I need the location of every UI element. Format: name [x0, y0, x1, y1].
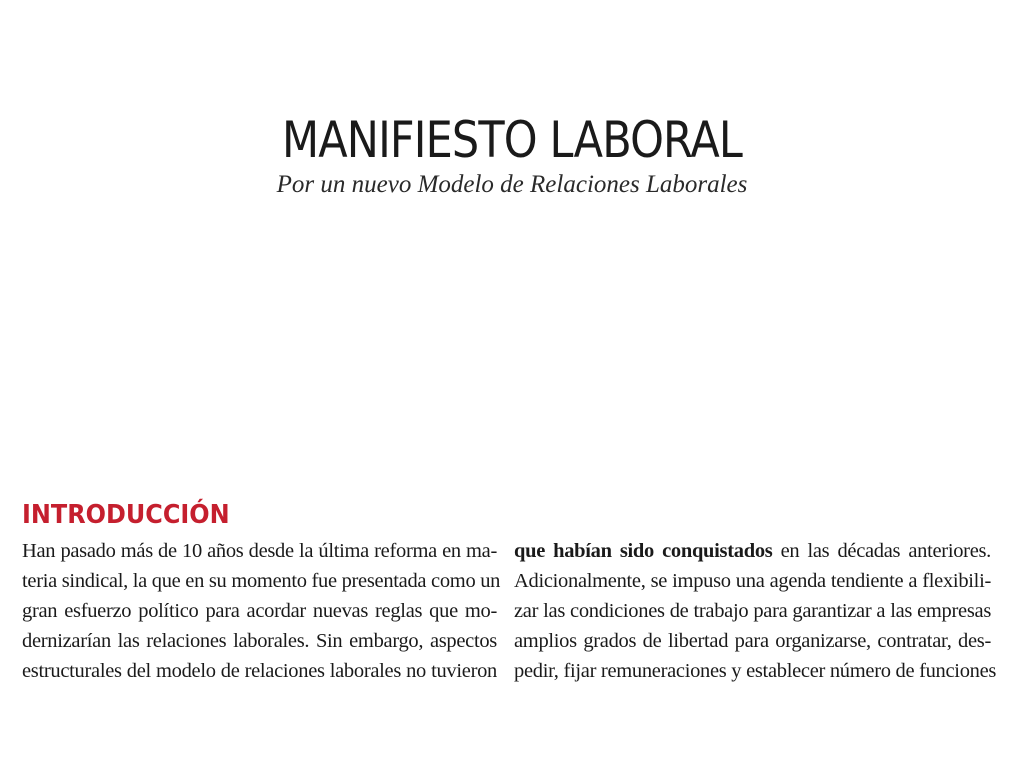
text-line: zar las condiciones de trabajo para garantizar a las empresas [514, 600, 991, 622]
text-line: estructurales del modelo de relaciones laborales no tuvieron [22, 660, 497, 682]
text-line: Han pasado más de 10 años desde la última reforma en ma- [22, 540, 497, 562]
text-line: pedir, fijar remuneraciones y establecer número de funciones [514, 660, 997, 682]
text-line [514, 536, 991, 566]
right-text-column [514, 536, 997, 686]
text-line: dernizarían las relaciones laborales. Sin embargo, aspectos [22, 630, 497, 652]
section-heading: INTRODUCCIÓN [22, 500, 230, 530]
left-text-column [22, 536, 501, 686]
text-line: gran esfuerzo político para acordar nuevas reglas que mo- [22, 600, 497, 622]
text-line: Adicionalmente, se impuso una agenda tendiente a flexibili- [514, 570, 991, 592]
text-fragment: en las décadas anteriores. [772, 540, 992, 562]
bold-phrase: que habían sido conquistados [514, 540, 773, 562]
document-subtitle: Por un nuevo Modelo de Relaciones Laborales [276, 171, 748, 198]
text-line: teria sindical, la que en su momento fue presentada como un [22, 570, 501, 592]
text-line: amplios grados de libertad para organizarse, contratar, des- [514, 630, 991, 652]
document-header [0, 108, 1024, 200]
document-title: MANIFIESTO LABORAL [281, 111, 742, 169]
